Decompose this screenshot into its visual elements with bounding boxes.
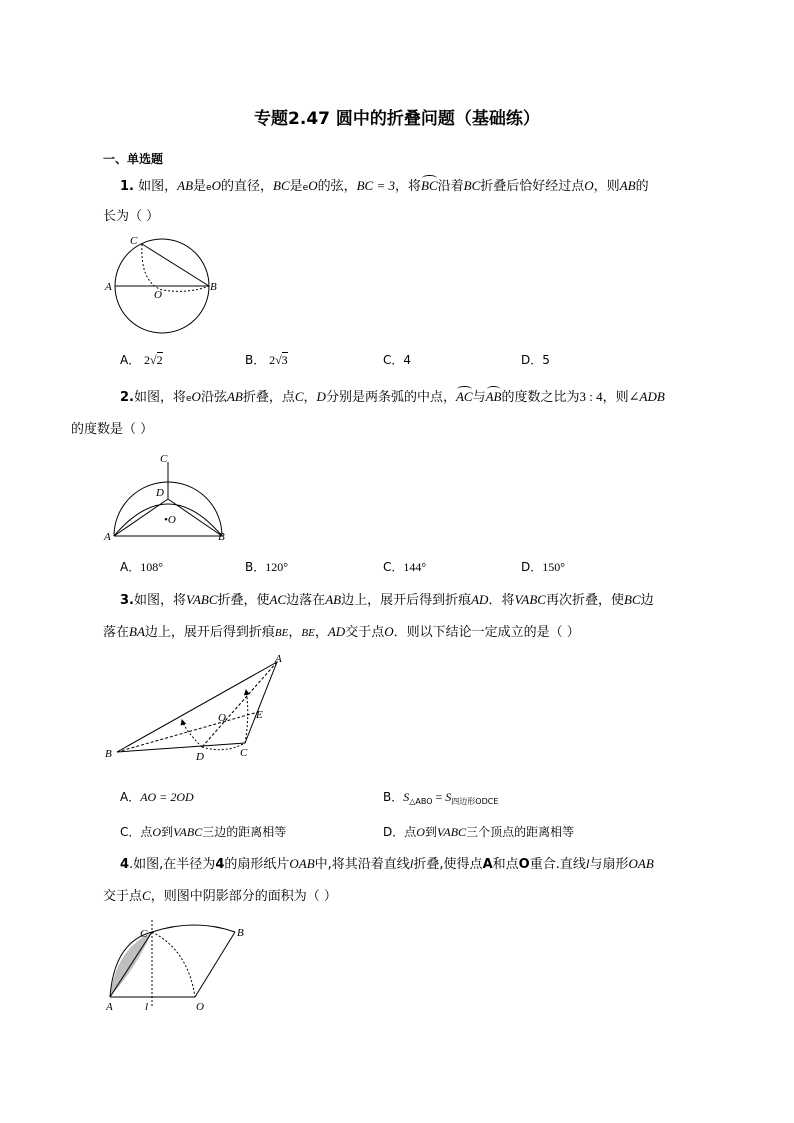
q4-label-a: A [106, 1001, 113, 1013]
q1-label-o: O [154, 289, 162, 301]
q2-label-o: •O [164, 514, 176, 526]
q1-stem-line2: 长为（ ） [103, 209, 160, 224]
q4-label-o: O [196, 1001, 204, 1013]
q2-segment-ad [114, 499, 168, 536]
q3-small-arc [202, 743, 245, 750]
q3-option-a[interactable]: A．AO = 2OD [120, 790, 194, 804]
q3-option-c[interactable]: C．点O到VABC三边的距离相等 [120, 825, 287, 839]
q1-figure [100, 232, 225, 342]
q2-option-c[interactable]: C．144° [383, 560, 427, 574]
q1-chord-bc [142, 244, 209, 286]
q3-figure [100, 650, 290, 765]
page-title: 专题2.47 圆中的折叠问题（基础练） [254, 109, 540, 129]
q2-option-d[interactable]: D．150° [521, 560, 566, 574]
q4-stem-line2: 交于点C，则图中阴影部分的面积为（ ） [103, 888, 337, 904]
q4-folded-arc [152, 932, 195, 997]
q1-folded-arc [142, 244, 209, 291]
q3-label-e: E [256, 709, 263, 721]
q2-option-b[interactable]: B．120° [245, 560, 289, 574]
q2-figure [100, 452, 235, 544]
q4-label-l: l [145, 1001, 149, 1013]
q3-label-c: C [240, 747, 248, 759]
section-heading: 一、单选题 [103, 152, 164, 166]
q3-triangle [117, 662, 277, 752]
q2-stem-line2: 的度数是（ ） [71, 422, 154, 437]
q1-option-c[interactable]: C．4 [383, 353, 412, 367]
q2-label-b: B [218, 531, 225, 543]
q2-label-c: C [160, 453, 168, 465]
q1-option-d[interactable]: D．5 [521, 353, 550, 367]
q1-stem-line1: 1. 如图，AB是eO的直径，BC是eO的弦，BC = 3，将BC沿着BC折叠后恰好经过点O，则AB的 [120, 178, 649, 194]
q2-segment-bd [168, 499, 222, 536]
q4-stem-line1: 4.如图,在半径为4的扇形纸片OAB中,将其沿着直线l折叠,使得点A和点O重合.直线l与扇形OAB [120, 856, 654, 872]
q3-arrow-1 [182, 720, 202, 747]
q1-option-a[interactable]: A． 2√2 [120, 353, 163, 367]
q3-crease-ad [202, 662, 277, 747]
q3-stem-line2: 落在BA边上，展开后得到折痕BE，BE，AD交于点O．则以下结论一定成立的是（ ） [103, 624, 580, 640]
q4-label-b: B [237, 927, 244, 939]
q1-label-c: C [130, 235, 138, 247]
q1-label-a: A [105, 281, 112, 293]
q2-stem-line1: 2.如图，将eO沿弦AB折叠，点C，D分别是两条弧的中点，AC与AB的度数之比为3 : 4，则∠ADB [120, 389, 665, 405]
q3-label-b: B [105, 748, 112, 760]
q3-stem-line1: 3.如图，将VABC折叠，使AC边落在AB边上，展开后得到折痕AD．将VABC再次折叠，使BC边 [120, 592, 654, 608]
q2-option-a[interactable]: A．108° [120, 560, 164, 574]
q2-label-a: A [104, 531, 111, 543]
q4-radius-ob [195, 932, 235, 997]
q1-option-b[interactable]: B． 2√3 [245, 353, 288, 367]
q3-option-d[interactable]: D．点O到VABC三个顶点的距离相等 [383, 825, 575, 839]
q3-label-d: D [196, 751, 204, 763]
q4-figure [100, 920, 260, 1015]
q3-label-o: O [218, 712, 226, 724]
q3-crease-be [117, 712, 258, 752]
q3-option-b[interactable]: B．$S_{\triangle ABO} = S_{四边形ODCE}$ [383, 790, 499, 806]
q3-label-a: A [275, 653, 282, 665]
q1-label-b: B [210, 281, 217, 293]
q2-label-d: D [156, 487, 164, 499]
q4-label-c: C [140, 928, 148, 940]
